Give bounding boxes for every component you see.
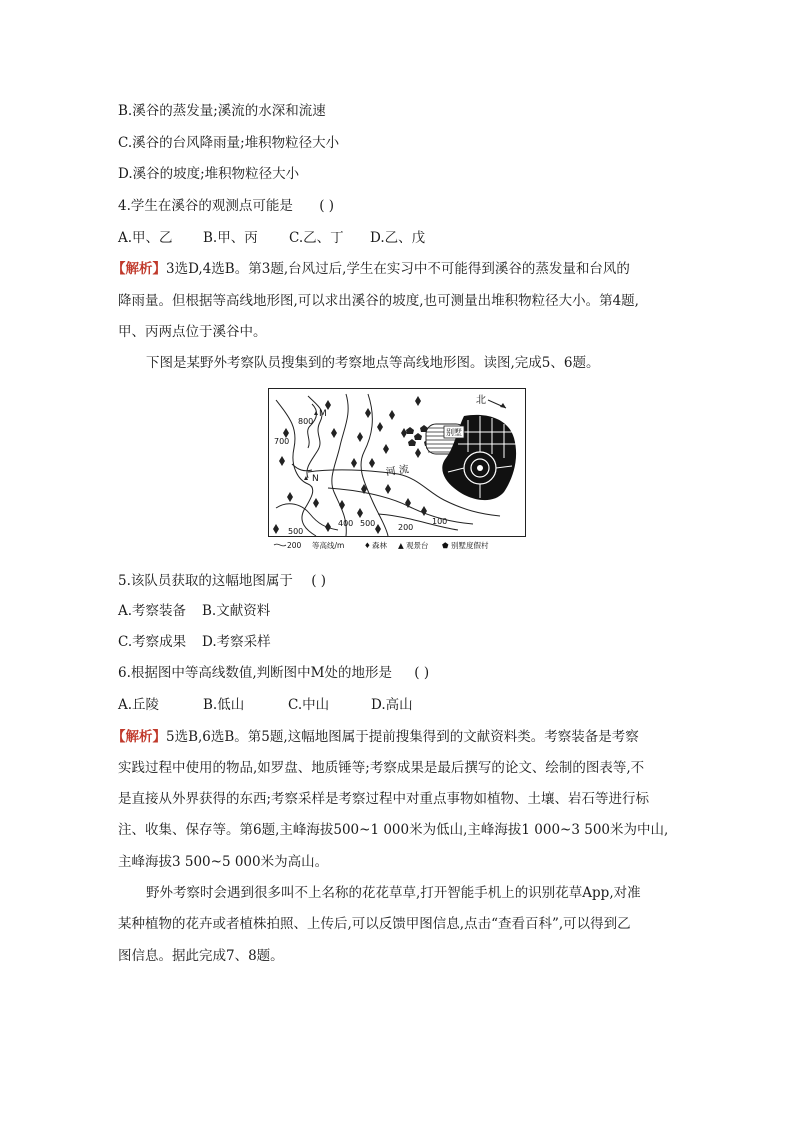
q5-stem-text: 5.该队员获取的这幅地图属于	[118, 573, 293, 589]
map-label-m: M	[319, 409, 327, 419]
q6-option-a: A.丘陵	[118, 697, 160, 713]
contour-value-700: 700	[274, 437, 290, 446]
legend-contour-label: 等高线/m	[312, 541, 345, 550]
analysis-1-line-1	[112, 259, 630, 279]
resort-area	[442, 415, 516, 500]
q5-option-a: A.考察装备	[118, 603, 187, 619]
q6-option-c: C.中山	[288, 697, 330, 713]
analysis-1-text-1: 3选D,4选B。第3题,台风过后,学生在实习中不可能得到溪谷的蒸发量和台风的	[166, 261, 630, 277]
contour-value-500a: 500	[360, 519, 376, 528]
q6-option-b: B.低山	[203, 697, 245, 713]
q6-answer-paren: ( )	[414, 665, 430, 681]
contour-map-svg	[268, 388, 526, 551]
q6-stem-text: 6.根据图中等高线数值,判断图中M处的地形是	[118, 665, 392, 681]
q6-stem	[118, 663, 429, 683]
legend-viewpoint-icon: ▲	[398, 541, 404, 550]
analysis-2-text-1: 5选B,6选B。第5题,这幅地图属于提前搜集得到的文献资料类。考察装备是考察	[166, 729, 639, 745]
q4-option-a: A.甲、乙	[118, 230, 173, 246]
contour-map-figure	[268, 388, 526, 551]
analysis-2-tag: 【解析】	[112, 729, 166, 745]
contour-value-200: 200	[398, 523, 414, 532]
analysis-2-line-5: 主峰海拔3 500~5 000米为高山。	[118, 854, 329, 870]
q5-answer-paren: ( )	[311, 573, 327, 589]
q3-option-d: D.溪谷的坡度;堆积物粒径大小	[118, 166, 300, 182]
contour-value-800: 800	[298, 417, 314, 426]
analysis-2-line-1	[112, 727, 639, 747]
q4-answer-paren: ( )	[319, 198, 335, 214]
intro-7-8-line-1: 野外考察时会遇到很多叫不上名称的花花草草,打开智能手机上的识别花草App,对准	[146, 885, 641, 901]
legend-village-label: 别墅度假村	[451, 541, 489, 550]
analysis-2-line-3: 是直接从外界获得的东西;考察采样是考察过程中对重点事物如植物、土壤、岩石等进行标	[118, 791, 650, 807]
q4-option-c: C.乙、丁	[289, 230, 344, 246]
q4-option-d: D.乙、戊	[370, 230, 426, 246]
q3-option-b: B.溪谷的蒸发量;溪流的水深和流速	[118, 103, 326, 119]
legend-viewpoint-label: 观景台	[406, 541, 429, 550]
q5-option-b: B.文献资料	[202, 603, 271, 619]
q4-option-b: B.甲、丙	[203, 230, 258, 246]
intro-7-8-line-2: 某种植物的花卉或者植株拍照、上传后,可以反馈甲图信息,点击“查看百科”,可以得到乙	[118, 916, 631, 932]
intro-5-6: 下图是某野外考察队员搜集到的考察地点等高线地形图。读图,完成5、6题。	[146, 355, 600, 371]
analysis-1-tag: 【解析】	[112, 261, 166, 277]
map-legend	[274, 540, 489, 550]
analysis-2-line-4: 注、收集、保存等。第6题,主峰海拔500~1 000米为低山,主峰海拔1 000~3 500米为中山,	[118, 822, 669, 838]
contour-value-500b: 500	[288, 527, 304, 536]
map-label-n: N	[312, 474, 319, 484]
q5-stem	[118, 571, 326, 591]
map-village-label: 别墅	[446, 428, 462, 437]
analysis-1-line-3: 甲、丙两点位于溪谷中。	[118, 324, 267, 340]
contour-value-100: 100	[432, 517, 448, 526]
q5-option-d: D.考察采样	[202, 634, 271, 650]
analysis-2-line-2: 实践过程中使用的物品,如罗盘、地质锤等;考察成果是最后撰写的论文、绘制的图表等,不	[118, 760, 645, 776]
q4-stem-text: 4.学生在溪谷的观测点可能是	[118, 198, 293, 214]
map-river-label: 河 流	[385, 464, 410, 479]
q3-option-c: C.溪谷的台风降雨量;堆积物粒径大小	[118, 135, 340, 151]
legend-forest-icon: ♦	[364, 541, 371, 550]
map-north-label: 北	[476, 395, 486, 406]
q4-stem	[118, 196, 334, 216]
contour-value-400: 400	[338, 519, 354, 528]
q5-option-c: C.考察成果	[118, 634, 187, 650]
legend-forest-label: 森林	[372, 541, 387, 550]
legend-village-icon: ⬟	[442, 541, 449, 550]
legend-contour-sample: 200	[287, 541, 302, 550]
q6-option-d: D.高山	[371, 697, 413, 713]
analysis-1-line-2: 降雨量。但根据等高线地形图,可以求出溪谷的坡度,也可测量出堆积物粒径大小。第4题,	[118, 293, 639, 309]
intro-7-8-line-3: 图信息。据此完成7、8题。	[118, 948, 284, 964]
